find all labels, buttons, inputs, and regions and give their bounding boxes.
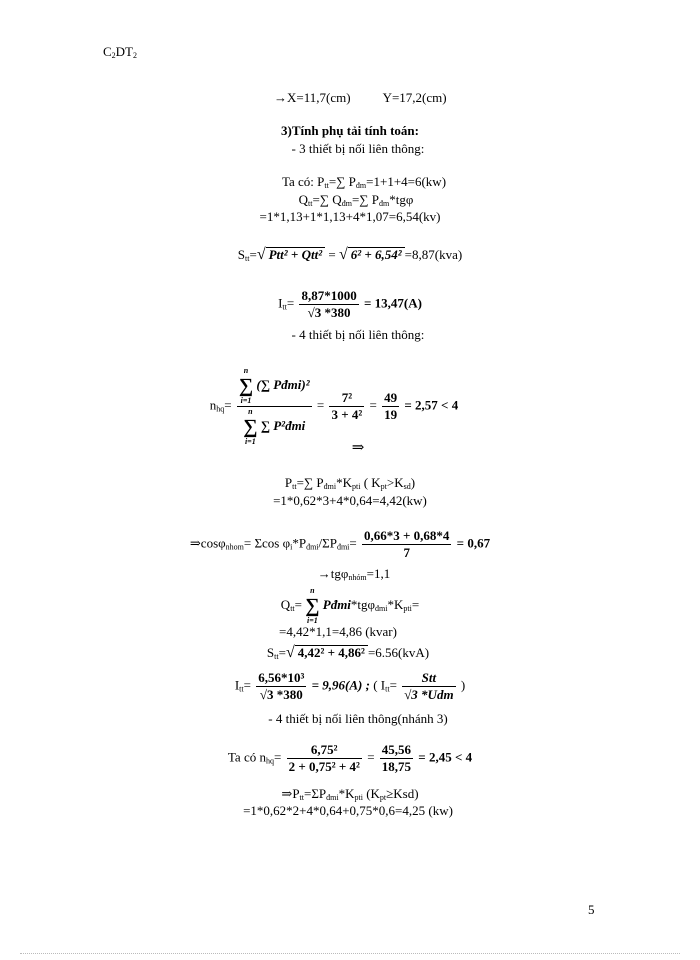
ptt2-formula: $P_{tt}=\sum$ $P_{đmi}*K_{pti}$ ( $K_{pt}>K_{sd}$) xyxy=(284,475,416,491)
implies-arrow: ⇒ xyxy=(351,440,365,456)
qtt-value: =1*1,13+1*1,13+4*1,07=6,54(kv) xyxy=(259,209,441,224)
group2-heading: - 4 thiết bị nối liên thông: xyxy=(291,327,425,342)
qtt2-formula: $Q_{tt}=$ n ∑ i=1 $Pđmi*tg\varphi_{đmi}*K_{pti}=$ xyxy=(280,586,420,625)
qtt2-value: =4,42*1,1=4,86 (kvar) xyxy=(279,624,397,639)
itt-formula: $I_{tt}=$ $\frac{8,87*1000}{√3 *380}$ = 13,47(A) xyxy=(278,288,422,320)
ptt3-formula: $\Rightarrow P_{tt}=\Sigma P_{đmi}*K_{pti}$ $(K_{pt}\ge Ksd)$ xyxy=(281,786,419,802)
page-divider xyxy=(20,953,680,954)
section-title: 3)Tính phụ tải tính toán: xyxy=(281,123,419,138)
nhq2-formula: Ta có $n_{hq}=$ $\frac{\text{6,75²}}{\text{2 + 0,75² + 4²}}$ = $\frac{45,56}{18,75}$ = 2,45 < 4 xyxy=(227,742,473,774)
itt2-formula: $I_{tt}=$ $\frac{\text{6,56*10³}}{√3 *380}$ = 9,96(A) ; ( $I_{tt}=$ $\frac{\text{Stt}}{\text{√3 *Udm}}$ ) xyxy=(234,670,466,702)
qtt-formula: $Q_{tt}=\sum$ $Q_{đm}=\sum$ $P_{đm}*tg\varphi$ xyxy=(298,192,414,208)
page-number: 5 xyxy=(588,902,595,917)
ptt2-value: =1*0,62*3+4*0,64=4,42(kw) xyxy=(273,493,427,508)
ptt-formula: Ta có: $P_{tt}=\sum$ $P_{đm}=1+1+4=6(kw)$ xyxy=(281,174,447,190)
cos-formula: ⇒cosφ$_{nhom}$= Σcos $\varphi_i*P_{đmi}/\Sigma P_{đmi}=$ $\frac{0,66*3 + 0,68*4}{7}$ = 0,67 xyxy=(189,528,491,560)
stt2-formula: $S_{tt}=√$ 4,42² + 4,86² =6.56(kvA) xyxy=(266,644,430,661)
ptt3-value: =1*0,62*2+4*0,64+0,75*0,6=4,25 (kw) xyxy=(243,803,453,818)
stt-formula: $S_{tt}=√$ Ptt² + Qtt² = √ 6² + 6,54² =8,87(kva) xyxy=(237,246,463,263)
group1-heading: - 3 thiết bị nối liên thông: xyxy=(291,141,425,156)
tg-formula: →tgφ$_{nhóm}$=1,1 xyxy=(317,566,391,582)
document-header-code: $C_2DT_2$ xyxy=(103,44,138,60)
nhq-formula: $n_{hq}=$ n ∑ i=1 (∑ Pđmi)² n ∑ i=1 ∑ P²đmi = $\frac{\text{7²}}{\text{3 + 4²}}$ = $\frac{49}{19}$ = 2,57 < 4 xyxy=(209,366,459,446)
group3-heading: - 4 thiết bị nối liên thông(nhánh 3) xyxy=(268,711,448,726)
result-xy-line: →X=11,7(cm) Y=17,2(cm) xyxy=(274,90,447,105)
